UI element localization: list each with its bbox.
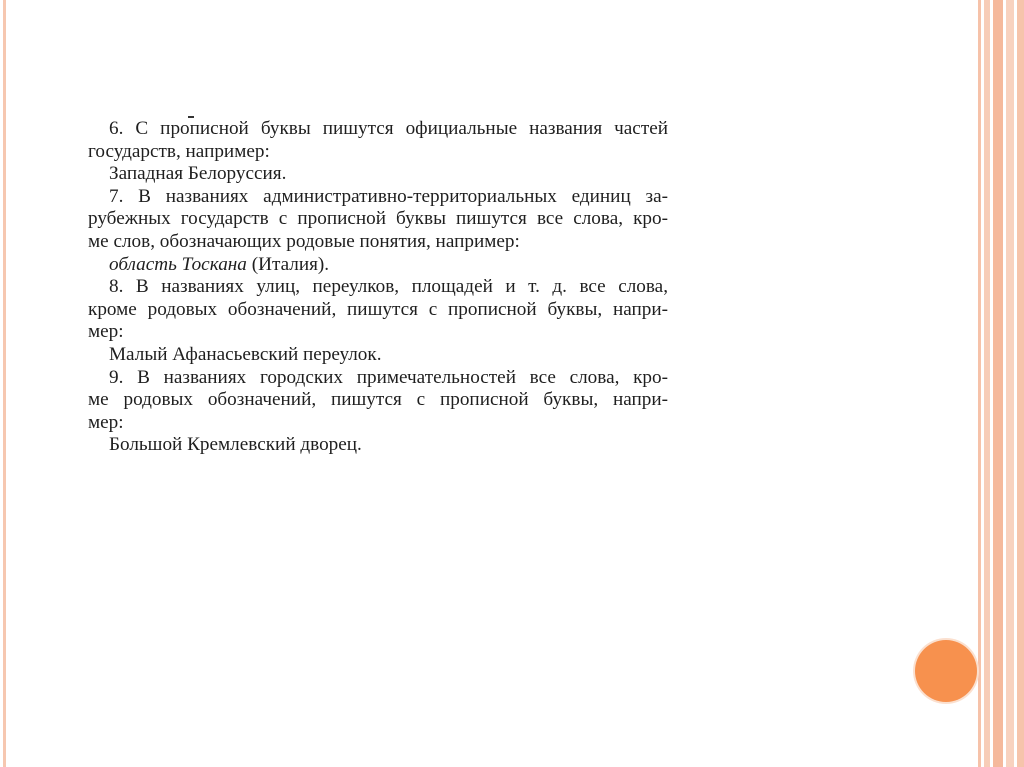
example-line: Малый Афанасьевский переулок.: [109, 343, 382, 365]
paragraph-line: ме слов, обозначающих родовые понятия, например:: [88, 230, 520, 252]
example-line: [88, 254, 668, 277]
slide-left-border: [3, 0, 6, 767]
paragraph-line: мер:: [88, 321, 124, 343]
decorative-stripe: [978, 0, 981, 767]
paragraph-line: 9. В названиях городских примечательностей все слова, кро-: [109, 366, 668, 388]
orange-circle-icon: [915, 640, 977, 702]
paragraph-line: государств, например:: [88, 140, 270, 162]
example-line: Западная Белоруссия.: [109, 163, 287, 185]
paragraph-line: рубежных государств с прописной буквы пишутся все слова, кро-: [88, 208, 668, 230]
paragraph-line: 7. В названиях административно-территориальных единиц за-: [109, 185, 668, 207]
example-line: Большой Кремлевский дворец.: [109, 434, 362, 456]
paragraph-line: 6. С прописной буквы пишутся официальные названия частей: [109, 118, 668, 139]
decorative-stripe: [993, 0, 1003, 767]
decorative-stripe: [984, 0, 990, 767]
paragraph-line: кроме родовых обозначений, пишутся с прописной буквы, напри-: [88, 298, 668, 320]
scan-mark: [188, 116, 194, 118]
example-italic: область Тоскана: [109, 253, 247, 275]
paragraph-line: ме родовых обозначений, пишутся с прописной буквы, напри-: [88, 389, 668, 411]
decorative-stripe: [1006, 0, 1014, 767]
decorative-stripe: [1017, 0, 1024, 767]
scanned-text-block: [88, 118, 668, 457]
paragraph-line: 8. В названиях улиц, переулков, площадей и т. д. все слова,: [109, 276, 668, 298]
paragraph-line: мер:: [88, 411, 124, 433]
example-rest: (Италия).: [246, 253, 330, 275]
